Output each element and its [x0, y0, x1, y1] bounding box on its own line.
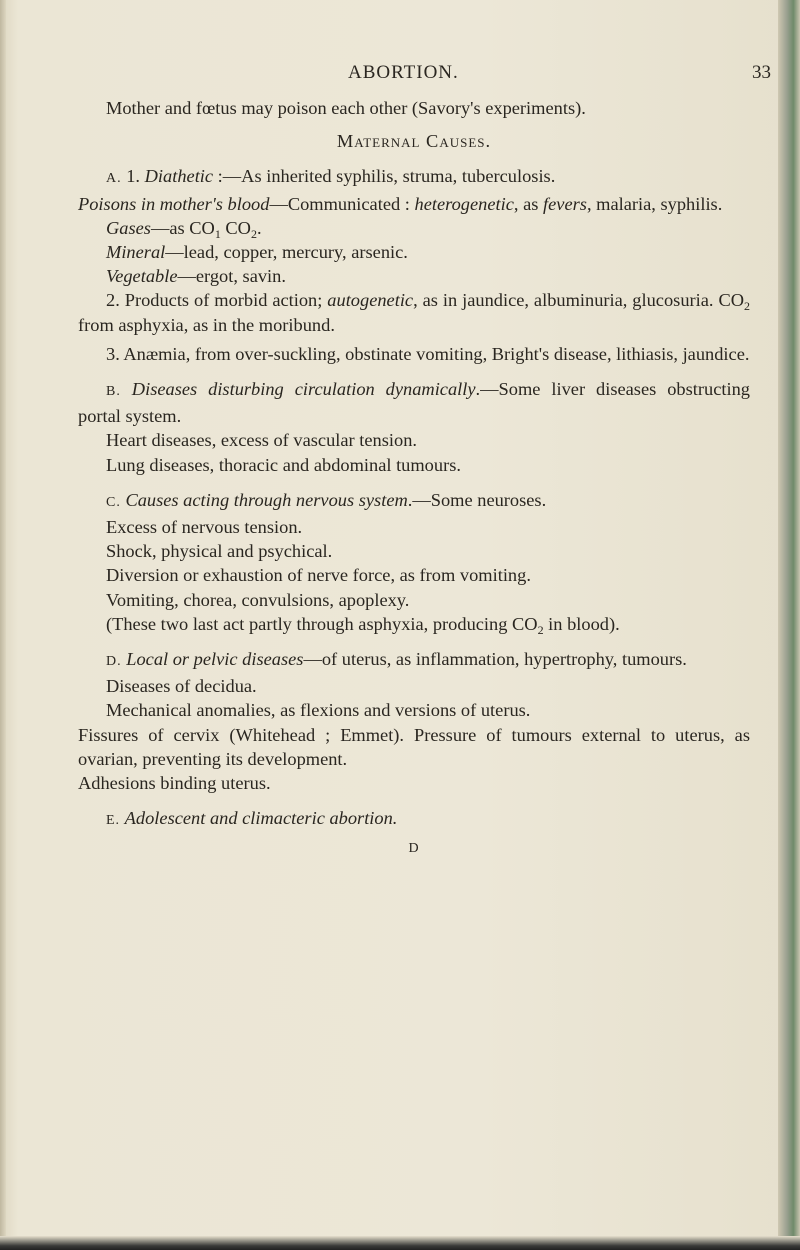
text-fragment: —ergot, savin. [177, 266, 286, 287]
item-letter-a: A. [106, 171, 122, 187]
text-fragment: from asphyxia, as in the moribund. [78, 314, 335, 335]
text-fragment: (These two last act partly through asphyxia, producing CO [106, 613, 538, 634]
text-fragment: —of uterus, as inflammation, hypertrophy, tumours. [303, 649, 687, 670]
text-fragment: CO [220, 217, 251, 238]
item-d-line5: Adhesions binding uterus. [78, 773, 271, 794]
item-b-label: Diseases disturbing circulation dynamically [131, 379, 476, 400]
page-gutter [778, 0, 800, 1250]
item-c-line3: Shock, physical and psychical. [106, 541, 333, 562]
poisons-text: —Communicated : [269, 193, 415, 214]
running-head [0, 62, 800, 86]
item-d-line3: Mechanical anomalies, as flexions and versions of uterus. [106, 700, 531, 721]
fevers-term: fevers [543, 193, 587, 214]
page-number: 33 [752, 62, 771, 83]
item-e-label: Adolescent and climacteric abortion. [124, 808, 398, 829]
item-c-line2: Excess of nervous tension. [106, 517, 303, 538]
text-fragment: . [256, 217, 262, 238]
item-c [78, 488, 750, 515]
subscript: 2 [744, 299, 750, 314]
subscript: 2 [250, 226, 257, 241]
item-letter-e: E. [106, 813, 121, 829]
subscript: 1 [214, 226, 221, 241]
page-bottom-edge [0, 1236, 800, 1250]
text-fragment: , as [513, 193, 544, 214]
text-fragment: —as CO [150, 217, 215, 238]
mineral-line [78, 240, 750, 264]
vegetable-line [78, 264, 750, 288]
text-fragment: in blood). [543, 613, 620, 634]
item-d [78, 647, 750, 674]
text-fragment: , as in jaundice, albuminuria, glucosuria. CO [413, 290, 744, 311]
item-d-label: Local or pelvic diseases [126, 649, 304, 670]
item-d-line4: Fissures of cervix (Whitehead ; Emmet). Pressure of tumours external to uterus, as ovarian, preventing its development. [78, 724, 750, 769]
page-left-edge [0, 0, 6, 1250]
item-b-line3: Lung diseases, thoracic and abdominal tumours. [106, 454, 461, 475]
heterogenetic-term: heterogenetic [414, 193, 514, 214]
running-title: ABORTION. [348, 62, 459, 83]
item-d-line2: Diseases of decidua. [106, 676, 257, 697]
diathetic-label: Diathetic [144, 166, 214, 187]
item-e [78, 806, 750, 833]
mineral-label: Mineral [106, 242, 166, 263]
item-a2 [78, 288, 750, 336]
gases-label: Gases [106, 217, 151, 238]
text-fragment: —lead, copper, mercury, arsenic. [165, 242, 408, 263]
item-b-line2: Heart diseases, excess of vascular tension. [106, 430, 417, 451]
item-c-line6 [78, 612, 750, 636]
diathetic-text: :—As inherited syphilis, struma, tuberculosis. [213, 166, 556, 187]
section-heading: Maternal Causes. [336, 131, 492, 152]
item-letter-d: D. [106, 654, 122, 670]
poisons-label: Poisons in mother's blood [78, 193, 270, 214]
item-letter-c: C. [106, 494, 121, 510]
item-c-line5: Vomiting, chorea, convulsions, apoplexy. [106, 589, 410, 610]
page-body [78, 96, 750, 862]
signature-mark: D [408, 841, 420, 857]
intro-paragraph: Mother and fœtus may poison each other (Savory's experiments). [106, 98, 586, 118]
poisons-paragraph [78, 192, 750, 216]
subscript: 2 [537, 622, 544, 637]
item-a1 [78, 164, 750, 191]
item-letter-b: B. [106, 384, 121, 400]
text-fragment: .—Some neuroses. [407, 489, 547, 510]
vegetable-label: Vegetable [106, 266, 178, 287]
text-fragment: , malaria, syphilis. [586, 193, 723, 214]
text-fragment: .—Some liver diseases obstructing portal system. [78, 379, 750, 427]
autogenetic-term: autogenetic [327, 290, 414, 311]
item-c-line4: Diversion or exhaustion of nerve force, as from vomiting. [106, 565, 531, 586]
text-fragment: 2. Products of morbid action; [106, 290, 328, 311]
item-a3: 3. Anæmia, from over-suckling, obstinate vomiting, Bright's disease, lithiasis, jaundice. [106, 343, 750, 364]
item-b [78, 377, 750, 428]
item-c-label: Causes acting through nervous system [125, 489, 408, 510]
item-number: 1. [126, 166, 141, 187]
gases-line [78, 216, 750, 240]
